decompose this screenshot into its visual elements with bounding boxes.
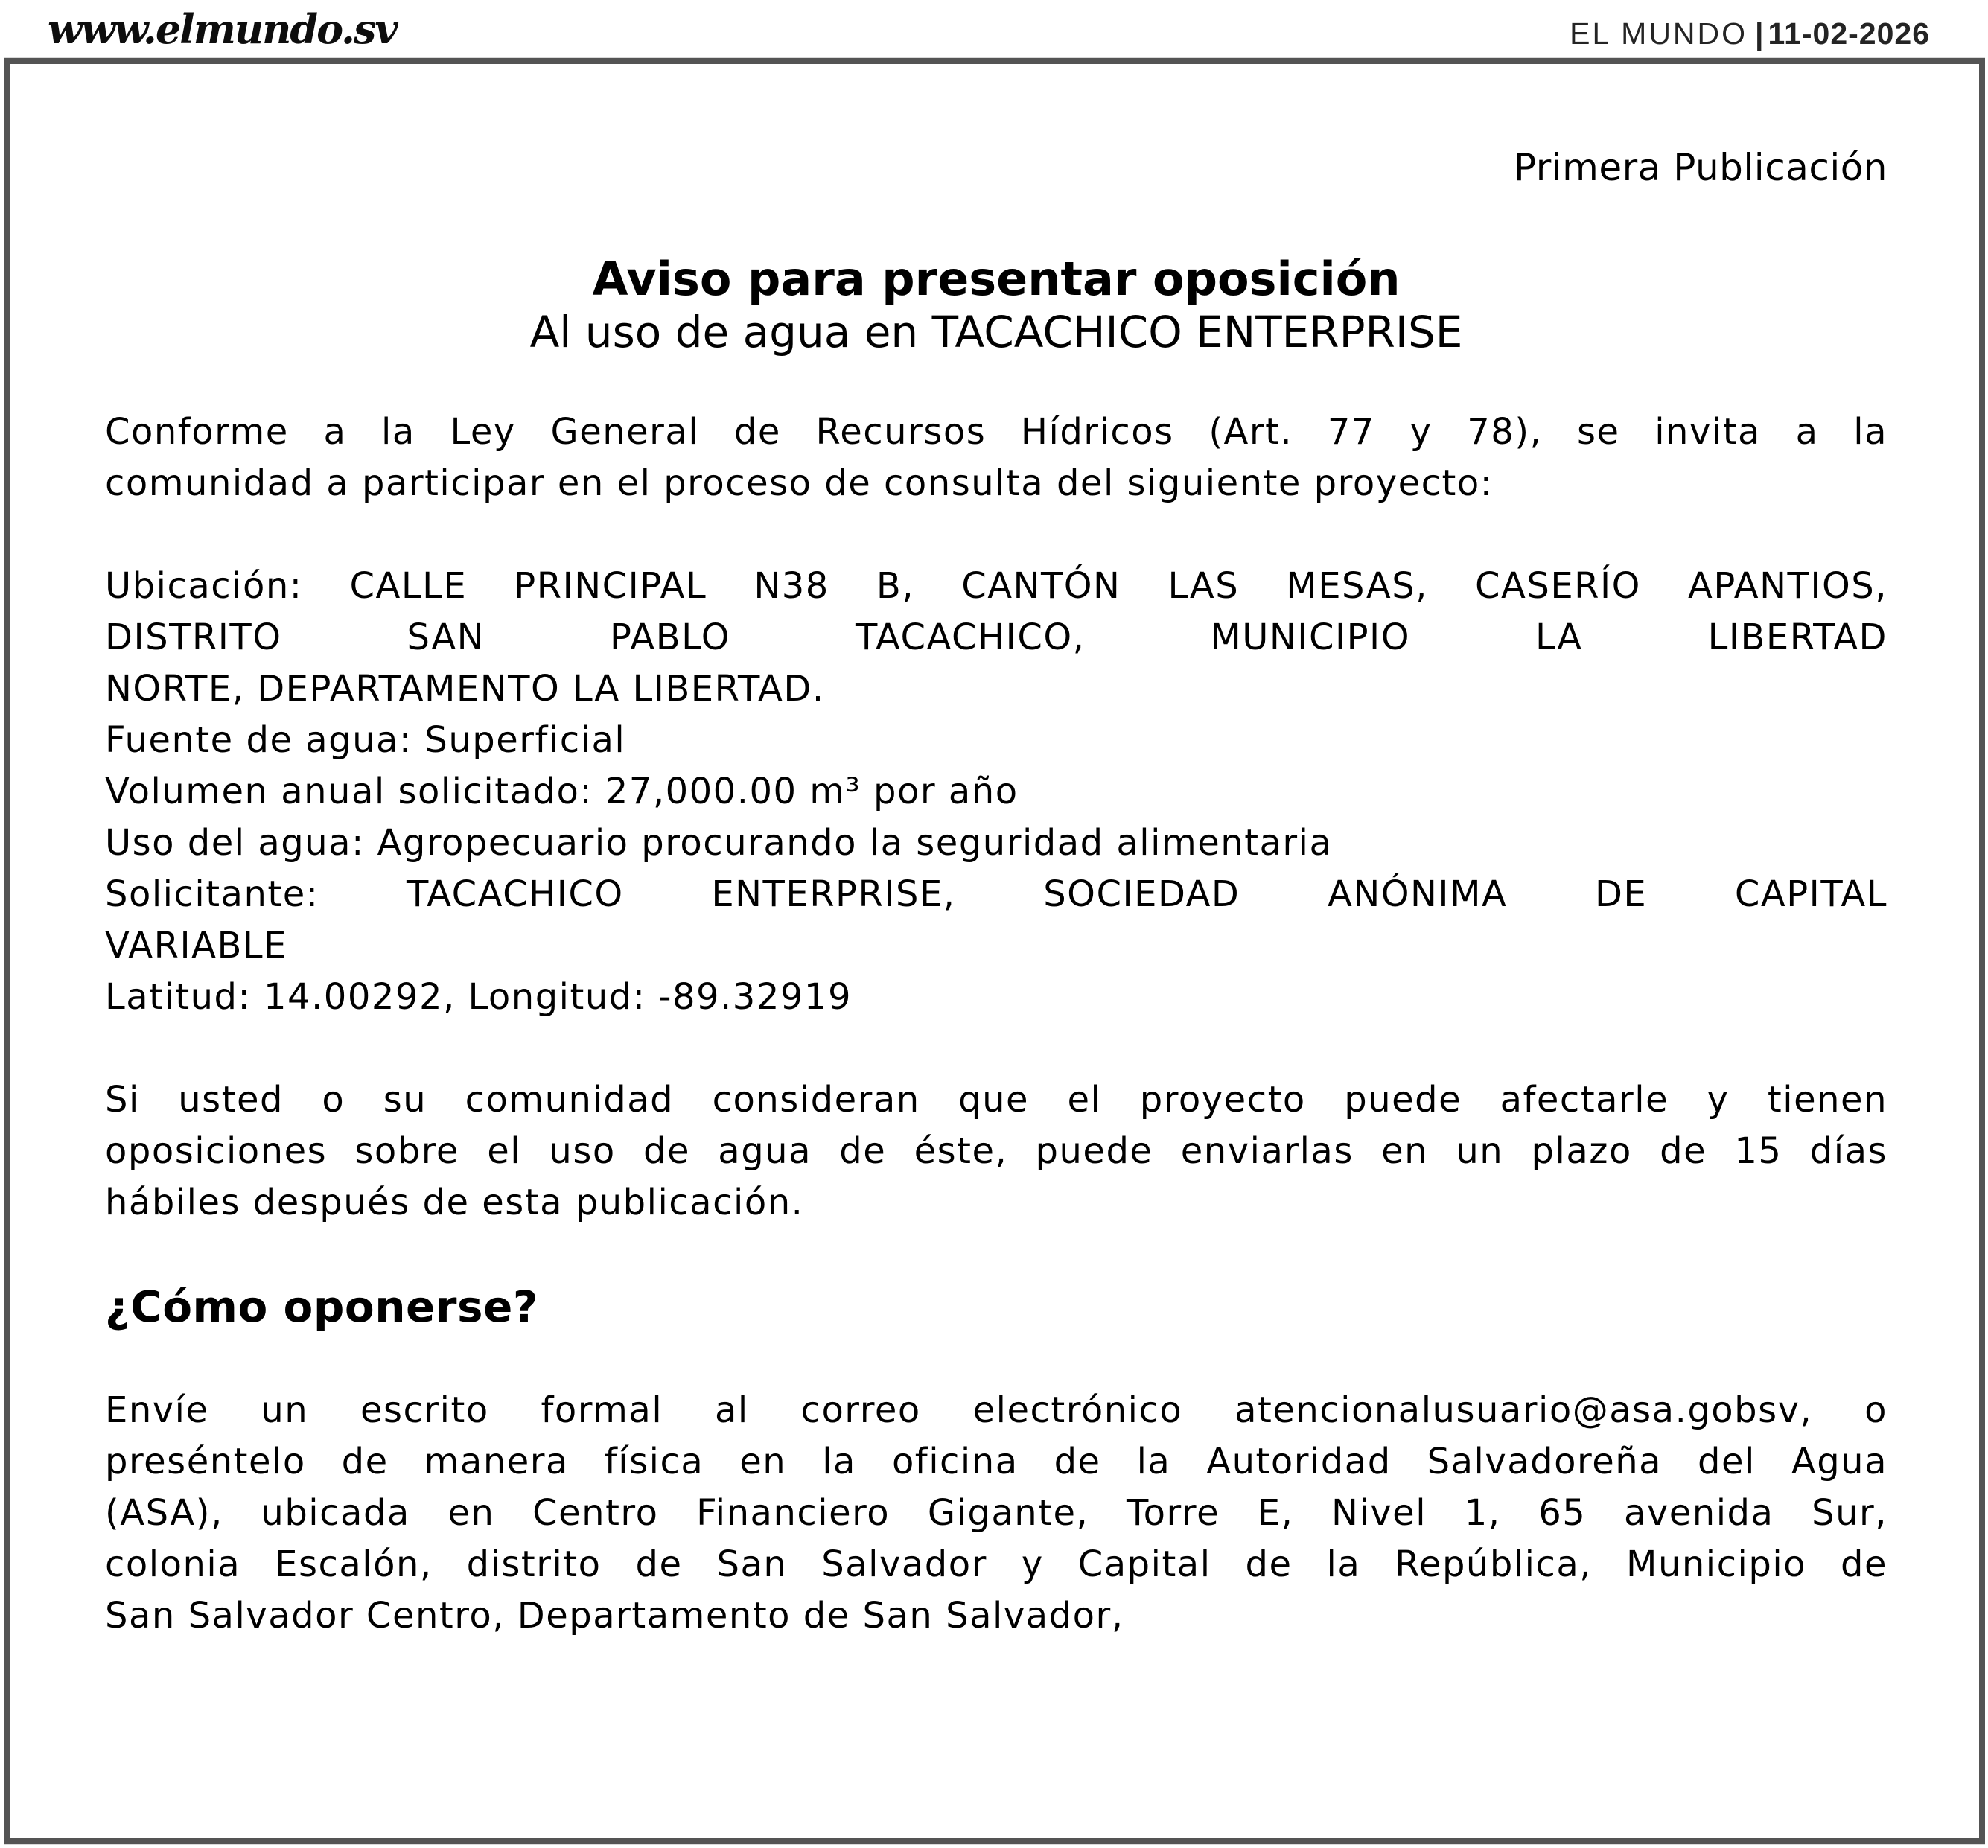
text-line: Envíe un escrito formal al correo electrónico atencionalusuario@asa.gobsv, o xyxy=(105,1389,1887,1431)
text-line: oposiciones sobre el uso de agua de éste, puede enviarlas en un plazo de 15 días xyxy=(105,1130,1887,1172)
water-source-line xyxy=(105,715,1887,766)
text-line: Solicitante: TACACHICO ENTERPRISE, SOCIEDAD ANÓNIMA DE CAPITAL xyxy=(105,873,1887,915)
applicant-paragraph xyxy=(105,869,1887,972)
separator-bar: | xyxy=(1755,16,1764,51)
annual-volume-line xyxy=(105,766,1887,818)
opposition-deadline-paragraph xyxy=(105,1074,1887,1229)
publication-order-label: Primera Publicación xyxy=(1513,146,1887,189)
text-line: (ASA), ubicada en Centro Financiero Gigante, Torre E, Nivel 1, 65 avenida Sur, xyxy=(105,1492,1887,1534)
text-line: preséntelo de manera física en la oficina de la Autoridad Salvadoreña del Agua xyxy=(105,1441,1887,1482)
text-line: comunidad a participar en el proceso de consulta del siguiente proyecto: xyxy=(105,462,1494,504)
coordinates-line xyxy=(105,972,1887,1023)
paper-name-and-date xyxy=(1570,16,1930,51)
notice-box xyxy=(4,58,1985,1844)
text-line: DISTRITO SAN PABLO TACACHICO, MUNICIPIO LA LIBERTAD xyxy=(105,616,1887,658)
notice-title: Aviso para presentar oposición xyxy=(592,252,1401,306)
intro-paragraph xyxy=(105,407,1887,509)
water-use-line xyxy=(105,818,1887,869)
text-line: Conforme a la Ley General de Recursos Hídricos (Art. 77 y 78), se invita a la xyxy=(105,411,1887,453)
text-line: Uso del agua: Agropecuario procurando la seguridad alimentaria xyxy=(105,822,1333,864)
location-paragraph xyxy=(105,561,1887,715)
submission-instructions-paragraph xyxy=(105,1385,1887,1642)
text-line: Latitud: 14.00292, Longitud: -89.32919 xyxy=(105,976,852,1018)
site-logo: www.elmundo.sv xyxy=(48,5,397,53)
text-line: colonia Escalón, distrito de San Salvador y Capital de la República, Municipio de xyxy=(105,1543,1887,1585)
notice-body xyxy=(105,407,1887,1642)
text-line: hábiles después de esta publicación. xyxy=(105,1182,804,1223)
masthead-strip xyxy=(0,0,1988,58)
text-line: Ubicación: CALLE PRINCIPAL N38 B, CANTÓN LAS MESAS, CASERÍO APANTIOS, xyxy=(105,565,1887,607)
text-line: Si usted o su comunidad consideran que el proyecto puede afectarle y tienen xyxy=(105,1079,1887,1121)
text-line: Fuente de agua: Superficial xyxy=(105,719,626,761)
text-line: VARIABLE xyxy=(105,925,287,966)
text-line: Volumen anual solicitado: 27,000.00 m³ por año xyxy=(105,771,1019,812)
text-line: NORTE, DEPARTAMENTO LA LIBERTAD. xyxy=(105,668,825,710)
text-line: San Salvador Centro, Departamento de San Salvador, xyxy=(105,1595,1124,1637)
notice-subtitle: Al uso de agua en TACACHICO ENTERPRISE xyxy=(529,307,1463,357)
publication-date: 11-02-2026 xyxy=(1768,16,1930,51)
paper-name: EL MUNDO xyxy=(1570,16,1748,51)
how-to-oppose-heading xyxy=(105,1280,1887,1334)
text-line: ¿Cómo oponerse? xyxy=(105,1281,538,1332)
